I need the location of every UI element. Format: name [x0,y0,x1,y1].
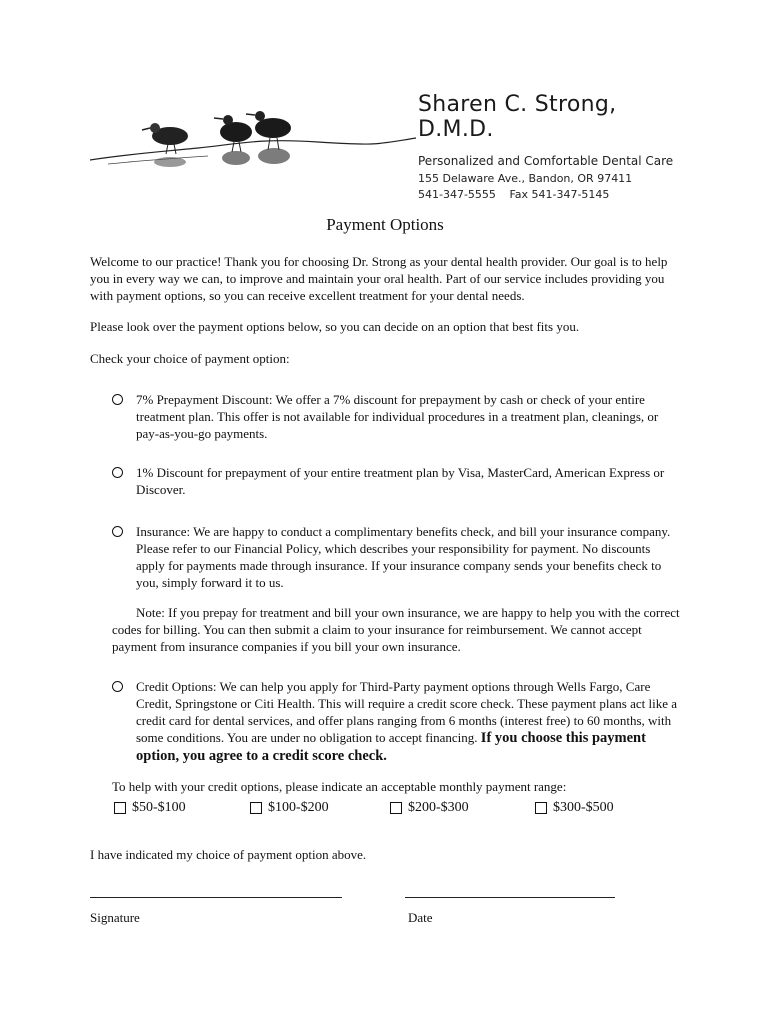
shorebirds-logo [88,98,418,178]
signature-line[interactable] [90,897,342,898]
radio-button[interactable] [112,681,123,692]
radio-button[interactable] [112,394,123,405]
checkbox[interactable] [114,802,126,814]
range-label: $50-$100 [132,800,186,815]
checkbox[interactable] [250,802,262,814]
insurance-note: Note: If you prepay for treatment and bill your own insurance, we are happy to help you with the correct codes for billing. You can then submit a claim to your insurance for reimbursement. We cannot accept payment from insurance companies if you bill your own insurance. [112,605,680,654]
date-label: Date [408,910,433,925]
checkbox[interactable] [535,802,547,814]
credit-range-prompt: To help with your credit options, please indicate an acceptable monthly payment range: [112,779,567,794]
range-checkbox-50-100[interactable] [114,800,186,816]
practice-fax: Fax 541-347-5145 [509,188,610,201]
payment-range-group [0,800,770,820]
option-text [136,678,682,765]
range-label: $200-$300 [408,800,469,815]
range-label: $300-$500 [553,800,614,815]
option-prepayment-7[interactable] [112,391,682,442]
option-card-1[interactable] [112,464,682,498]
practice-tagline: Personalized and Comfortable Dental Care [418,154,674,168]
checkbox[interactable] [390,802,402,814]
range-checkbox-200-300[interactable] [390,800,469,816]
acknowledgement-text: I have indicated my choice of payment option above. [90,847,367,862]
radio-button[interactable] [112,526,123,537]
intro-paragraph: Welcome to our practice! Thank you for choosing Dr. Strong as your dental health provider. Our goal is to help you in every way we can, to improve and maintain your oral health. Part of our service includes providing you with payment options, so you can receive excellent treatment for your dental needs. [90,254,668,303]
letterhead [88,88,688,201]
look-over-paragraph: Please look over the payment options below, so you can decide on an option that best fits you. [90,319,580,334]
range-checkbox-300-500[interactable] [535,800,614,816]
radio-button[interactable] [112,467,123,478]
page-title: Payment Options [326,215,444,234]
practice-address: 155 Delaware Ave., Bandon, OR 97411 [418,172,633,185]
option-text: Insurance: We are happy to conduct a complimentary benefits check, and bill your insurance company. Please refer to our Financial Policy, which describes your responsibility for payment. No discounts apply for payments made through insurance. If your insurance company sends your benefits check to you, simply forward it to us. [136,524,671,590]
signature-label: Signature [90,910,140,925]
option-credit[interactable] [112,678,682,765]
credit-option-text: Credit Options: We can help you apply for Third-Party payment options through Wells Fargo, Care Credit, Springstone or Citi Health. This will require a credit score check. These payment plans act like a credit card for dental services, and offer plans ranging from 6 months (interest free) to 60 months, with some conditions. You are under no obligation to accept financing. [136,679,678,745]
credit-score-warning: If you choose this payment option, you agree to a credit score check. [136,730,646,764]
check-choice-label: Check your choice of payment option: [90,351,290,366]
option-insurance[interactable] [112,523,682,591]
practice-contact [418,188,688,201]
option-text: 1% Discount for prepayment of your entire treatment plan by Visa, MasterCard, American Express or Discover. [136,465,665,497]
practice-name: Sharen C. Strong, D.M.D. [418,92,617,142]
practice-phone: 541-347-5555 [418,188,496,201]
option-text: 7% Prepayment Discount: We offer a 7% discount for prepayment by cash or check of your entire treatment plan. This offer is not available for individual procedures in a treatment plan, cleanings, or pay-as-you-go payments. [136,392,659,441]
range-label: $100-$200 [268,800,329,815]
range-checkbox-100-200[interactable] [250,800,329,816]
date-line[interactable] [405,897,615,898]
